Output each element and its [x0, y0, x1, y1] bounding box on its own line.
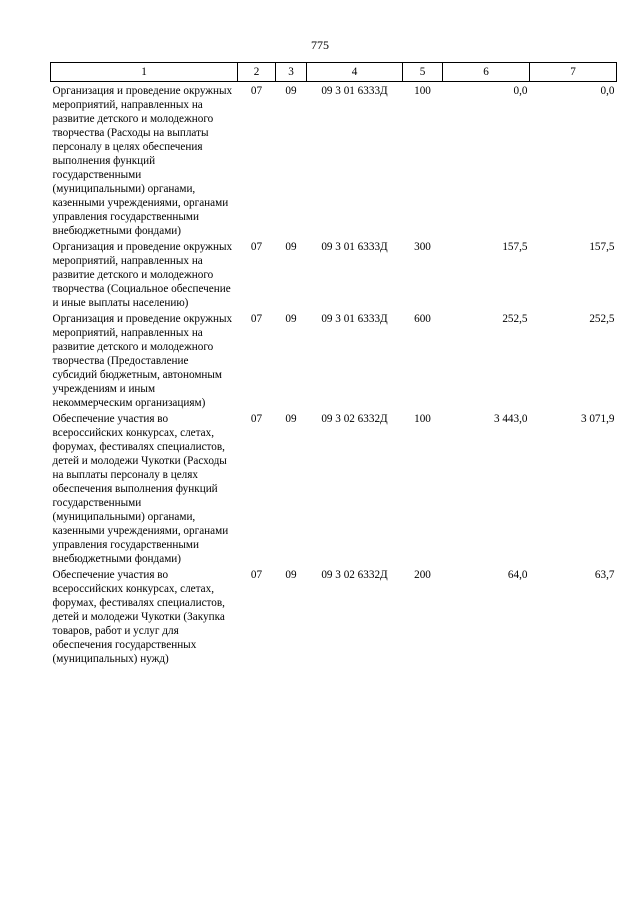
row-expense-type: 200 — [414, 569, 431, 581]
column-header-3: 3 — [276, 63, 307, 82]
page-number: 775 — [311, 38, 329, 52]
column-header-1: 1 — [51, 63, 238, 82]
row-amount-1: 64,0 — [507, 569, 528, 581]
table-row — [51, 566, 617, 666]
row-subsection: 09 — [285, 241, 297, 253]
row-amount-2: 157,5 — [589, 241, 615, 253]
table-row — [51, 410, 617, 566]
row-amount-1: 252,5 — [502, 313, 528, 325]
row-amount-2: 252,5 — [589, 313, 615, 325]
column-header-6: 6 — [443, 63, 530, 82]
row-section: 07 — [250, 85, 263, 97]
row-section: 07 — [250, 313, 263, 325]
row-amount-1: 157,5 — [502, 241, 528, 253]
row-subsection: 09 — [285, 569, 297, 581]
row-amount-1: 0,0 — [513, 85, 528, 97]
row-target: 09 3 01 6333Д — [321, 313, 388, 325]
row-target: 09 3 02 6332Д — [321, 569, 388, 581]
row-section: 07 — [250, 241, 263, 253]
column-header-2: 2 — [238, 63, 276, 82]
budget-table — [50, 62, 617, 666]
row-name: Организация и проведение окружных мероприятий, направленных на развитие детского и молодежного творчества (Расходы на выплаты персоналу в целях обеспечения выполнения функций государственными (муниципальными) органами, казенными учреждениями, органами управления государственными внебюджетными фондами) — [52, 85, 233, 237]
header-row — [51, 63, 617, 82]
row-expense-type: 300 — [414, 241, 431, 253]
row-amount-1: 3 443,0 — [493, 413, 528, 425]
row-subsection: 09 — [285, 413, 297, 425]
row-amount-2: 3 071,9 — [580, 413, 615, 425]
row-section: 07 — [250, 569, 263, 581]
column-header-4: 4 — [307, 63, 403, 82]
row-subsection: 09 — [285, 313, 297, 325]
column-header-7: 7 — [530, 63, 617, 82]
row-amount-2: 0,0 — [600, 85, 615, 97]
row-target: 09 3 01 6333Д — [321, 85, 388, 97]
row-expense-type: 600 — [414, 313, 431, 325]
table-row — [51, 82, 617, 239]
row-name: Организация и проведение окружных мероприятий, направленных на развитие детского и молодежного творчества (Социальное обеспечение и иные выплаты населению) — [52, 241, 233, 309]
row-section: 07 — [250, 413, 263, 425]
row-target: 09 3 01 6333Д — [321, 241, 388, 253]
table-row — [51, 310, 617, 410]
row-target: 09 3 02 6332Д — [321, 413, 388, 425]
row-name: Обеспечение участия во всероссийских конкурсах, слетах, форумах, фестивалях специалистов, детей и молодежи Чукотки (Расходы на выплаты персоналу в целях обеспечения выполнения функций государственными (муниципальными) органами, казенными учреждениями, органами управления государственными внебюджетными фондами) — [52, 413, 229, 565]
row-expense-type: 100 — [414, 413, 431, 425]
table-row — [51, 238, 617, 310]
row-subsection: 09 — [285, 85, 297, 97]
row-amount-2: 63,7 — [594, 569, 615, 581]
row-expense-type: 100 — [414, 85, 431, 97]
column-header-5: 5 — [403, 63, 443, 82]
row-name: Обеспечение участия во всероссийских конкурсах, слетах, форумах, фестивалях специалистов, детей и молодежи Чукотки (Закупка товаров, работ и услуг для обеспечения государственных (муниципальных) нужд) — [52, 569, 225, 665]
row-name: Организация и проведение окружных мероприятий, направленных на развитие детского и молодежного творчества (Предоставление субсидий бюджетным, автономным учреждениям и иным некоммерческим организациям) — [52, 313, 233, 409]
